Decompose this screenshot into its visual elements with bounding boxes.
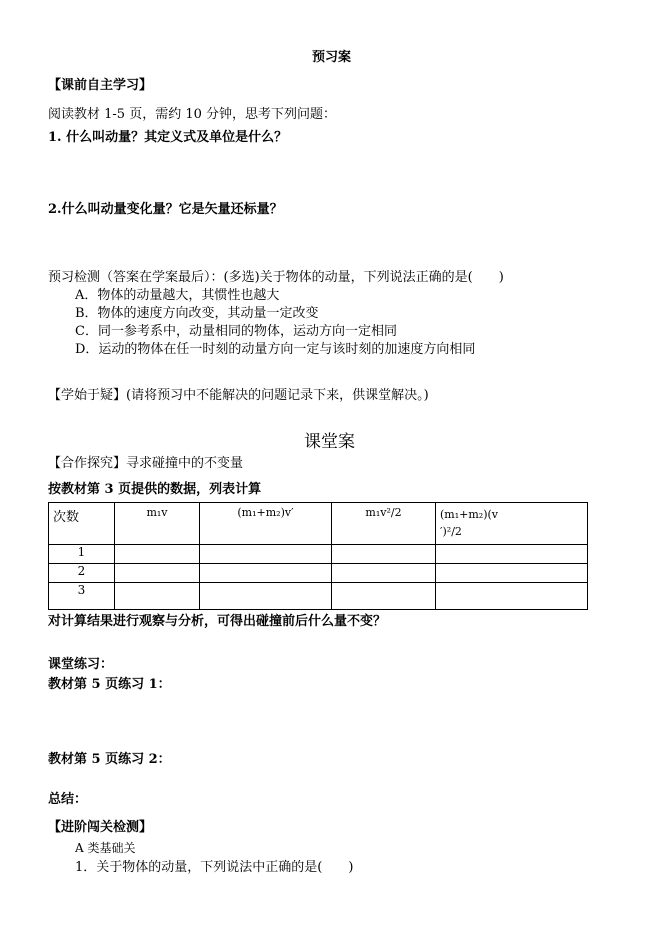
- table-cell[interactable]: [115, 564, 200, 583]
- table-cell[interactable]: [115, 545, 200, 564]
- doubts-note: 【学始于疑】(请将预习中不能解决的问题记录下来，供课堂解决。): [48, 388, 429, 403]
- table-row: [49, 583, 588, 610]
- option-d: D．运动的物体在任一时刻的动量方向一定与该时刻的加速度方向相同: [75, 342, 476, 357]
- option-a: A．物体的动量越大，其惯性也越大: [75, 288, 280, 303]
- table-cell[interactable]: [332, 583, 436, 610]
- table-cell[interactable]: [200, 545, 332, 564]
- level-a-question-1: 1．关于物体的动量，下列说法中正确的是( ): [75, 860, 354, 875]
- observe-question: 对计算结果进行观察与分析，可得出碰撞前后什么量不变？: [48, 614, 387, 629]
- row-number: 2: [49, 564, 115, 583]
- row-number: 3: [49, 583, 115, 610]
- header-kinetic-after-line2: ′)²/2: [440, 525, 462, 538]
- instruction-text: 阅读教材 1-5 页，需约 10 分钟，思考下列问题：: [48, 107, 337, 122]
- table-row: [49, 564, 588, 583]
- table-cell[interactable]: [436, 564, 588, 583]
- preview-check-question: 预习检测（答案在学案最后）：(多选)关于物体的动量，下列说法正确的是( ): [48, 270, 504, 285]
- table-cell[interactable]: [436, 545, 588, 564]
- level-a-label: A 类基础关: [75, 841, 136, 855]
- preview-title: 预习案: [312, 50, 352, 65]
- table-cell[interactable]: [200, 564, 332, 583]
- question-2: 2.什么叫动量变化量？它是矢量还标量？: [48, 202, 283, 217]
- table-cell[interactable]: [200, 583, 332, 610]
- practice-2: 教材第 5 页练习 2：: [48, 752, 171, 767]
- header-count: 次数: [49, 503, 115, 545]
- table-header-row: [49, 503, 588, 545]
- practice-heading: 课堂练习：: [48, 657, 114, 672]
- advanced-heading: 【进阶闯关检测】: [48, 820, 153, 835]
- self-study-heading: 【课前自主学习】: [48, 78, 153, 93]
- table-cell[interactable]: [332, 564, 436, 583]
- table-cell[interactable]: [436, 583, 588, 610]
- header-kinetic-after-line1: (m₁+m₂)(v: [440, 508, 498, 521]
- option-c: C．同一参考系中，动量相同的物体，运动方向一定相同: [75, 324, 397, 339]
- table-row: [49, 545, 588, 564]
- summary-label: 总结：: [48, 792, 88, 807]
- classroom-title: 课堂案: [304, 432, 355, 452]
- explore-heading: 【合作探究】寻求碰撞中的不变量: [48, 456, 244, 471]
- table-cell[interactable]: [115, 583, 200, 610]
- row-number: 1: [49, 545, 115, 564]
- practice-1: 教材第 5 页练习 1：: [48, 677, 171, 692]
- header-total-momentum: (m₁+m₂)v′: [200, 503, 332, 545]
- table-intro: 按教材第 3 页提供的数据，列表计算: [48, 482, 262, 497]
- table-cell[interactable]: [332, 545, 436, 564]
- header-kinetic-after: [436, 503, 588, 545]
- question-1: 1. 什么叫动量？其定义式及单位是什么？: [48, 130, 288, 145]
- header-kinetic-before: m₁v²/2: [332, 503, 436, 545]
- calculation-table: [48, 502, 588, 610]
- option-b: B．物体的速度方向改变，其动量一定改变: [75, 306, 319, 321]
- header-m1v: m₁v: [115, 503, 200, 545]
